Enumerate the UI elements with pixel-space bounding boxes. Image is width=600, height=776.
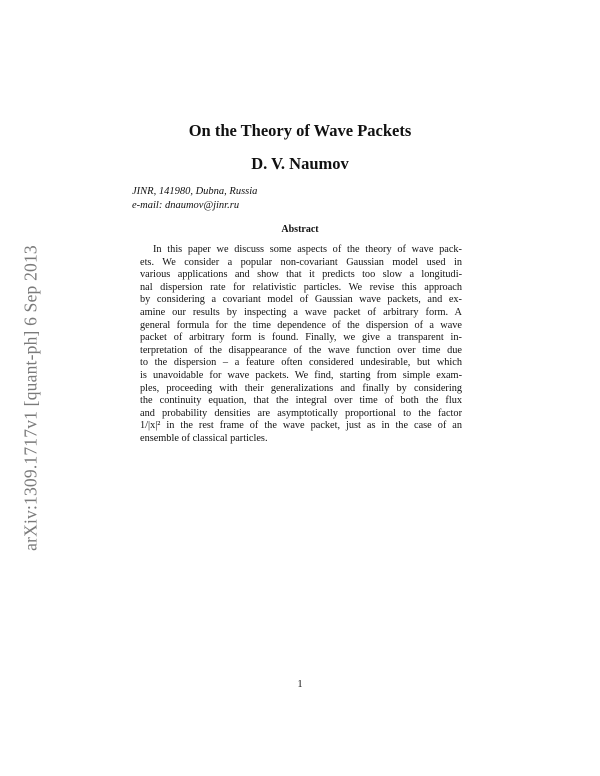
affiliation-institution: JINR, 141980, Dubna, Russia xyxy=(132,186,258,197)
abstract-line: various applications and show that it predicts too slow a longitudi- xyxy=(140,269,462,281)
abstract-line: packet of arbitrary form is found. Finally, we give a transparent in- xyxy=(140,332,462,344)
paper-title: On the Theory of Wave Packets xyxy=(188,121,412,140)
abstract-body xyxy=(140,244,462,446)
arxiv-identifier-stamp: arXiv:1309.1717v1 [quant-ph] 6 Sep 2013 xyxy=(20,245,41,551)
abstract-line: to the dispersion – a feature often considered undesirable, but which xyxy=(140,357,462,369)
abstract-heading: Abstract xyxy=(281,224,319,235)
abstract-line: general formula for the time dependence of the dispersion of a wave xyxy=(140,319,462,331)
abstract-line: amine our results by inspecting a wave packet of arbitrary form. A xyxy=(140,306,462,318)
author-name: D. V. Naumov xyxy=(251,154,349,173)
abstract-line: by considering a covariant model of Gaussian wave packets, and ex- xyxy=(140,294,462,306)
abstract-line: ensemble of classical particles. xyxy=(140,432,268,444)
page-number: 1 xyxy=(297,679,303,690)
abstract-line: is unavoidable for wave packets. We find, starting from simple exam- xyxy=(140,369,462,381)
abstract-line: In this paper we discuss some aspects of the theory of wave pack- xyxy=(153,244,462,255)
abstract-line: ples, proceeding with their generalizations and finally by considering xyxy=(140,382,462,394)
abstract-line: nal dispersion rate for relativistic particles. We revise this approach xyxy=(140,281,462,293)
affiliation-email: e-mail: dnaumov@jinr.ru xyxy=(132,199,240,211)
abstract-line: and probability densities are asymptotically proportional to the factor xyxy=(140,407,462,419)
abstract-line: terpretation of the disappearance of the wave function over time due xyxy=(140,344,462,356)
affiliation-block xyxy=(132,185,257,212)
abstract-line: the continuity equation, that the integral over time of both the flux xyxy=(140,395,462,407)
abstract-line: 1/|x|² in the rest frame of the wave packet, just as in the case of an xyxy=(140,420,462,432)
abstract-line: ets. We consider a popular non-covariant Gaussian model used in xyxy=(140,256,462,268)
